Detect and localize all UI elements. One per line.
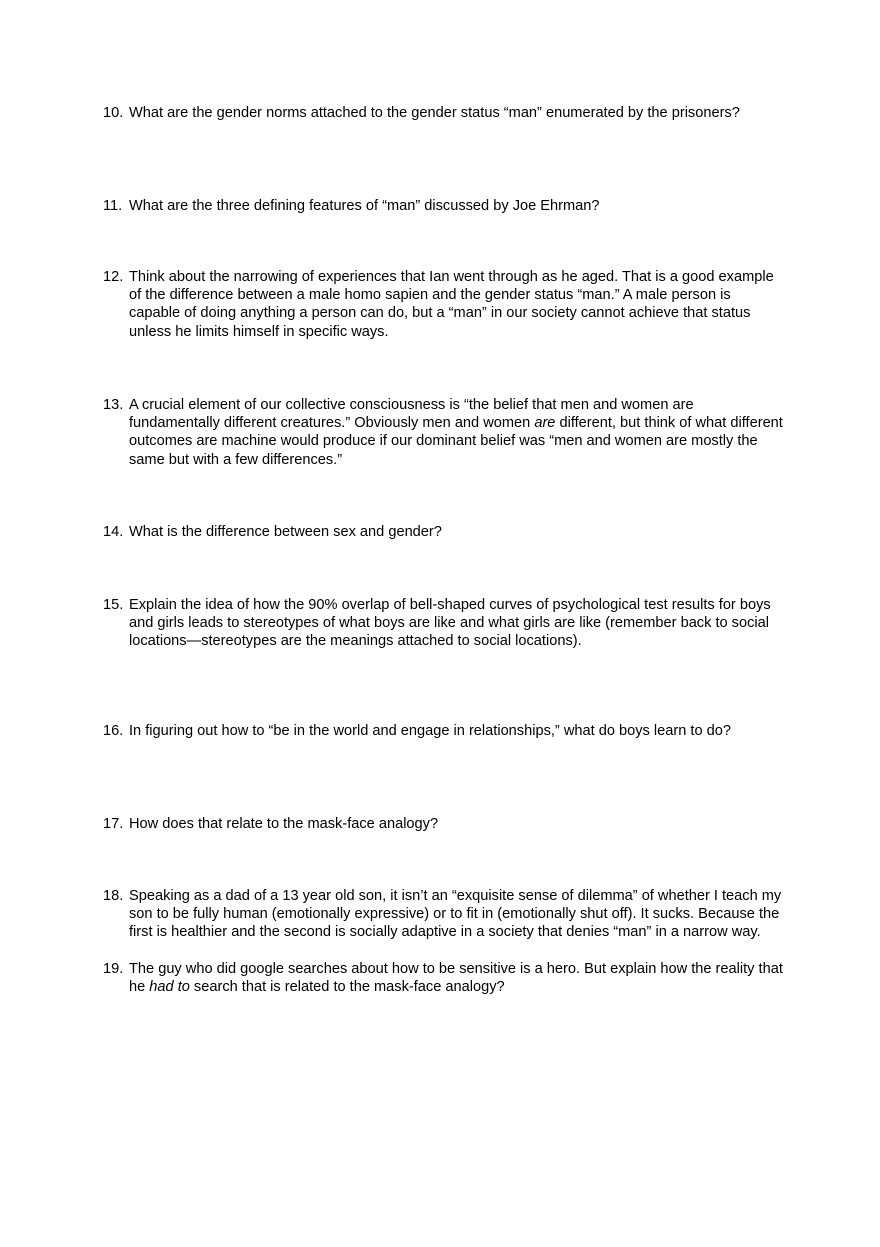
question-18 bbox=[103, 887, 783, 942]
question-text: Explain the idea of how the 90% overlap of bell-shaped curves of psychological test results for boys and girls leads to stereotypes of what boys are like and what girls are like (remember back to social locations—stereotypes are the meanings attached to social locations). bbox=[129, 597, 771, 650]
question-text: In figuring out how to “be in the world and engage in relationships,” what do boys learn to do? bbox=[129, 723, 731, 739]
question-text: Speaking as a dad of a 13 year old son, it isn’t an “exquisite sense of dilemma” of whether I teach my son to be fully human (emotionally expressive) or to fit in (emotionally shut off). It sucks. Because the first is healthier and the second is socially adaptive in a society that denies “man” in a narrow way. bbox=[129, 888, 782, 941]
question-number: 17. bbox=[103, 816, 124, 832]
question-number: 12. bbox=[103, 269, 124, 285]
question-text: What are the gender norms attached to the gender status “man” enumerated by the prisoners? bbox=[129, 105, 740, 121]
question-text-part: different, but think of what different outcomes are machine would produce if our dominant belief was “men and women are mostly the same but with a few differences.” bbox=[129, 415, 783, 468]
question-13 bbox=[103, 396, 783, 469]
question-number: 16. bbox=[103, 723, 124, 739]
question-11 bbox=[103, 197, 783, 215]
question-text-part: A crucial element of our collective consciousness is “the belief that men and women are fundamentally different creatures.” Obviously men and women bbox=[129, 397, 694, 432]
question-16 bbox=[103, 722, 783, 740]
question-text-part: search that is related to the mask-face analogy? bbox=[189, 979, 505, 996]
question-12 bbox=[103, 268, 783, 341]
question-number: 15. bbox=[103, 597, 124, 613]
question-19 bbox=[103, 960, 783, 996]
question-number: 10. bbox=[103, 105, 124, 121]
question-number: 18. bbox=[103, 888, 124, 904]
question-text: How does that relate to the mask-face analogy? bbox=[129, 816, 439, 832]
question-14 bbox=[103, 523, 783, 541]
question-number: 19. bbox=[103, 961, 124, 977]
question-number: 14. bbox=[103, 524, 124, 540]
question-text-part: The guy who did google searches about how to be sensitive is a hero. But explain how the reality that he bbox=[129, 961, 783, 996]
question-number: 13. bbox=[103, 397, 124, 413]
question-text-italic: are bbox=[534, 415, 556, 432]
question-number: 11. bbox=[103, 198, 123, 214]
question-text bbox=[129, 960, 783, 996]
question-17 bbox=[103, 815, 783, 833]
question-10 bbox=[103, 104, 783, 122]
question-text: Think about the narrowing of experiences that Ian went through as he aged. That is a good example of the difference between a male homo sapien and the gender status “man.” A male person is capable of doing anything a person can do, but a “man” in our society cannot achieve that status unless he limits himself in specific ways. bbox=[129, 269, 774, 340]
question-text bbox=[129, 396, 783, 469]
question-text: What is the difference between sex and gender? bbox=[129, 524, 442, 540]
question-text-italic: had to bbox=[149, 979, 190, 996]
question-text: What are the three defining features of “man” discussed by Joe Ehrman? bbox=[129, 198, 600, 214]
question-15 bbox=[103, 596, 783, 651]
